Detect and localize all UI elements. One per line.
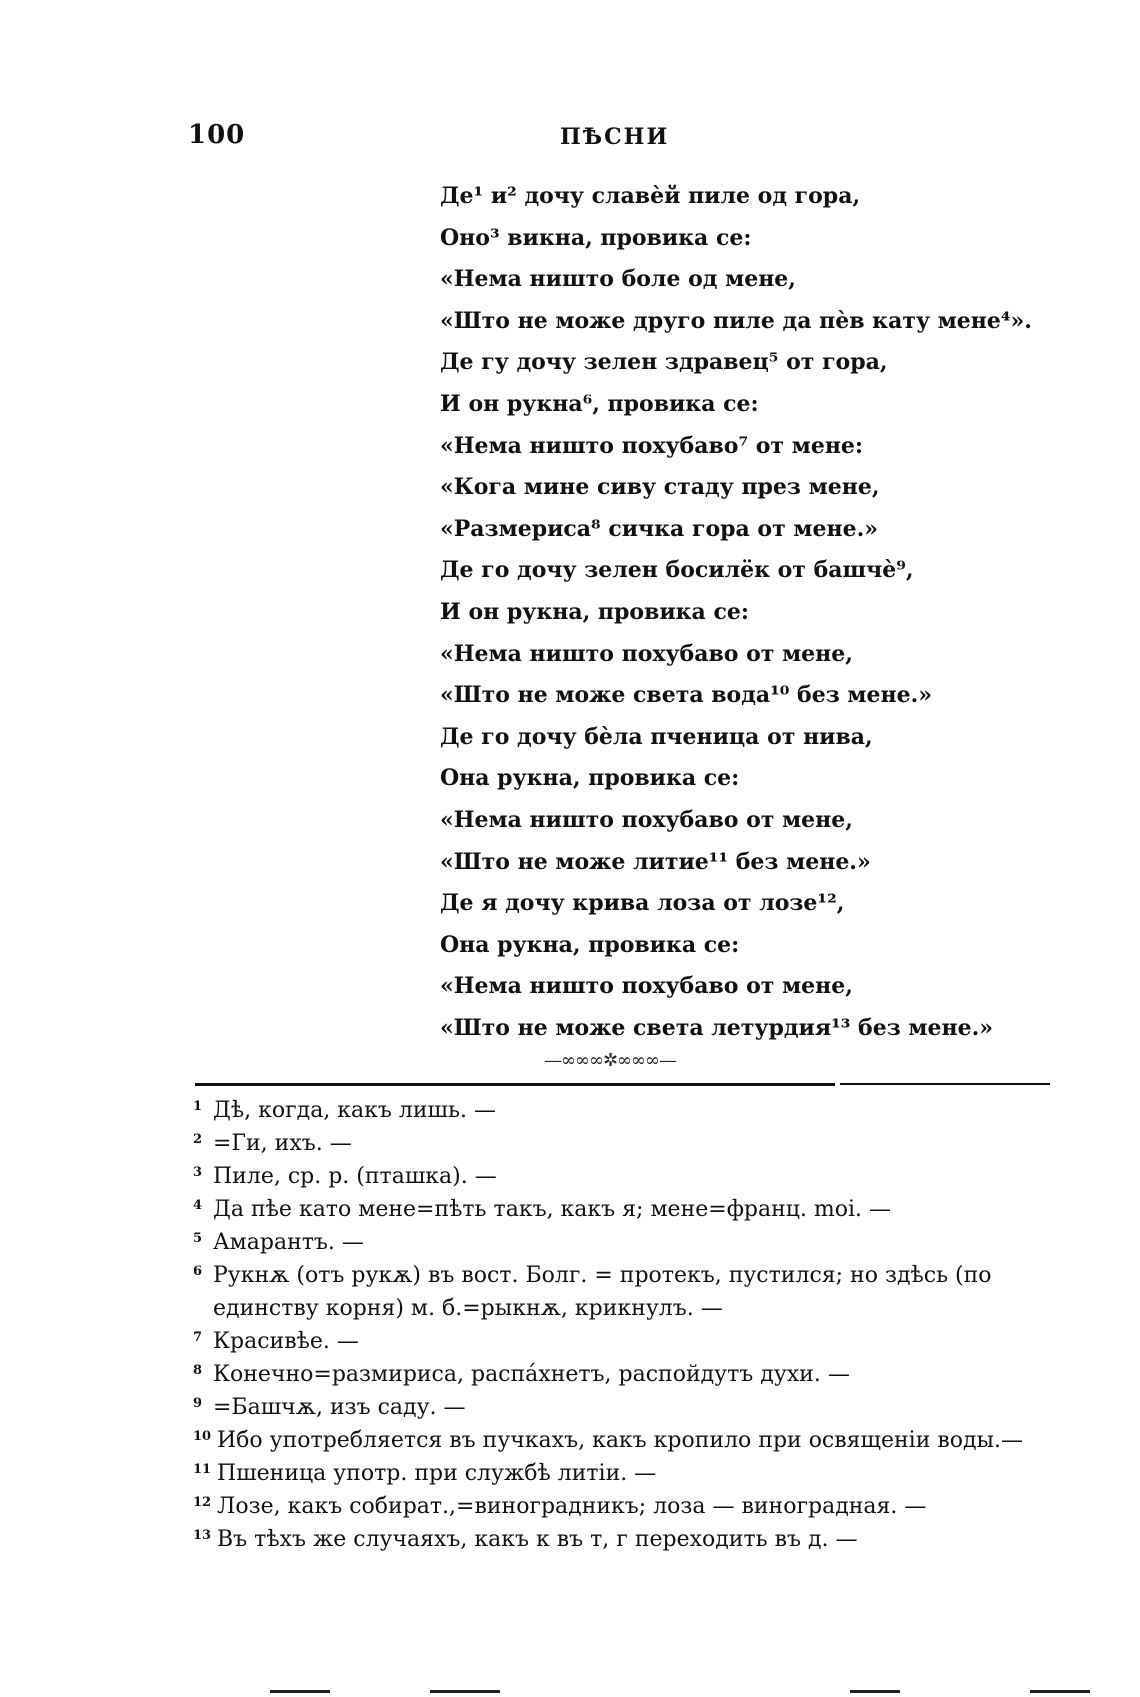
footnote bbox=[193, 1259, 1073, 1292]
footnote-text: Ибо употребляется въ пучкахъ, какъ кропило при освященіи воды.— bbox=[217, 1428, 1024, 1453]
footnote bbox=[193, 1523, 1073, 1556]
poem-line: Она рукна, провика се: bbox=[440, 931, 740, 958]
edge-mark bbox=[430, 1690, 500, 1693]
poem-line: «Кога мине сиву стаду през мене, bbox=[440, 474, 880, 501]
running-title: ПѢСНИ bbox=[560, 124, 670, 150]
footnote-text: Дѣ, когда, какъ лишь. — bbox=[213, 1098, 496, 1123]
ornament-divider: —∞∞∞✲∞∞∞— bbox=[543, 1050, 677, 1071]
poem-line: «Нема ништо похубаво от мене, bbox=[440, 973, 853, 1000]
footnote-mark: 4 bbox=[193, 1198, 203, 1213]
footnote-rule-extension bbox=[840, 1083, 1050, 1085]
footnote-mark: 1 bbox=[193, 1099, 203, 1114]
footnote-text: Конечно=размириса, распа́хнетъ, распойдутъ духи. — bbox=[213, 1362, 850, 1387]
footnote-text: Красивѣе. — bbox=[213, 1329, 359, 1354]
footnote bbox=[193, 1391, 1073, 1424]
footnote-mark: 10 bbox=[193, 1429, 212, 1444]
page-number: 100 bbox=[188, 120, 246, 150]
poem-line: «Што не може света летурдия¹³ без мене.» bbox=[440, 1014, 994, 1041]
footnote-text: Лозе, какъ собират.,=виноградникъ; лоза — виноградная. — bbox=[217, 1494, 927, 1519]
footnote-mark: 9 bbox=[193, 1396, 203, 1411]
footnote-text: =Башчѫ, изъ саду. — bbox=[213, 1395, 466, 1420]
footnote-text: единству корня) м. б.=рыкнѫ, крикнулъ. — bbox=[213, 1296, 723, 1321]
poem-line: Де я дочу крива лоза от лозе¹², bbox=[440, 890, 845, 917]
footnote-mark: 13 bbox=[193, 1528, 212, 1543]
poem-line: «Размериса⁸ сичка гора от мене.» bbox=[440, 515, 878, 542]
footnotes bbox=[193, 1094, 1073, 1556]
footnote-mark: 2 bbox=[193, 1132, 203, 1147]
footnote-text: Да пѣе като мене=пѣть такъ, какъ я; мене=франц. moi. — bbox=[213, 1197, 892, 1222]
footnote-mark: 5 bbox=[193, 1231, 203, 1246]
edge-mark bbox=[270, 1690, 330, 1693]
footnote-continuation bbox=[193, 1292, 1073, 1325]
poem-line: «Што не може литие¹¹ без мене.» bbox=[440, 848, 871, 875]
poem-line: «Нема ништо похубаво от мене, bbox=[440, 806, 853, 833]
footnote bbox=[193, 1226, 1073, 1259]
poem-line: «Нема ништо похубаво от мене, bbox=[440, 640, 853, 667]
poem-line: И он рукна, провика се: bbox=[440, 598, 749, 625]
footnote-text: Пшеница употр. при службѣ литіи. — bbox=[217, 1461, 657, 1486]
footnote bbox=[193, 1094, 1073, 1127]
footnote bbox=[193, 1325, 1073, 1358]
footnote-text: Въ тѣхъ же случаяхъ, какъ к въ т, г переходить въ д. — bbox=[217, 1527, 858, 1552]
poem bbox=[440, 176, 1100, 1049]
footnote-mark: 12 bbox=[193, 1495, 212, 1510]
footnote-mark: 8 bbox=[193, 1363, 203, 1378]
footnote-rule bbox=[195, 1083, 835, 1086]
poem-line: Она рукна, провика се: bbox=[440, 765, 740, 792]
footnote bbox=[193, 1160, 1073, 1193]
footnote-mark: 6 bbox=[193, 1264, 203, 1279]
footnote bbox=[193, 1490, 1073, 1523]
footnote-text: Рукнѫ (отъ рукѫ) въ вост. Болг. = протекъ, пустился; но здѣсь (по bbox=[213, 1263, 992, 1288]
poem-line: И он рукна⁶, провика се: bbox=[440, 390, 759, 417]
footnote-text: =Ги, ихъ. — bbox=[213, 1131, 352, 1156]
poem-line: «Што не може друго пиле да пѐв кату мене⁴». bbox=[440, 307, 1032, 334]
poem-line: Оно³ викна, провика се: bbox=[440, 224, 752, 251]
poem-line: Де го дочу бѐла пченица от нива, bbox=[440, 723, 873, 750]
edge-mark bbox=[850, 1690, 900, 1693]
footnote-mark: 11 bbox=[193, 1462, 212, 1477]
edge-mark bbox=[1030, 1690, 1090, 1693]
footnote bbox=[193, 1127, 1073, 1160]
footnote-mark: 7 bbox=[193, 1330, 203, 1345]
footnote-text: Пиле, ср. р. (пташка). — bbox=[213, 1164, 497, 1189]
footnote bbox=[193, 1193, 1073, 1226]
poem-line: Де гу дочу зелен здравец⁵ от гора, bbox=[440, 349, 888, 376]
footnote bbox=[193, 1457, 1073, 1490]
poem-line: «Нема ништо похубаво⁷ от мене: bbox=[440, 432, 864, 459]
bottom-edge-marks bbox=[250, 1690, 1130, 1694]
footnote-text: Амарантъ. — bbox=[213, 1230, 364, 1255]
poem-line: «Нема ништо боле од мене, bbox=[440, 266, 796, 293]
poem-line: Де го дочу зелен босилёк от башчѐ⁹, bbox=[440, 557, 914, 584]
footnote bbox=[193, 1424, 1073, 1457]
poem-line: Де¹ и² дочу славѐй пиле од гора, bbox=[440, 183, 861, 209]
poem-line: «Што не може света вода¹⁰ без мене.» bbox=[440, 682, 933, 709]
footnote bbox=[193, 1358, 1073, 1391]
footnote-mark: 3 bbox=[193, 1165, 203, 1180]
